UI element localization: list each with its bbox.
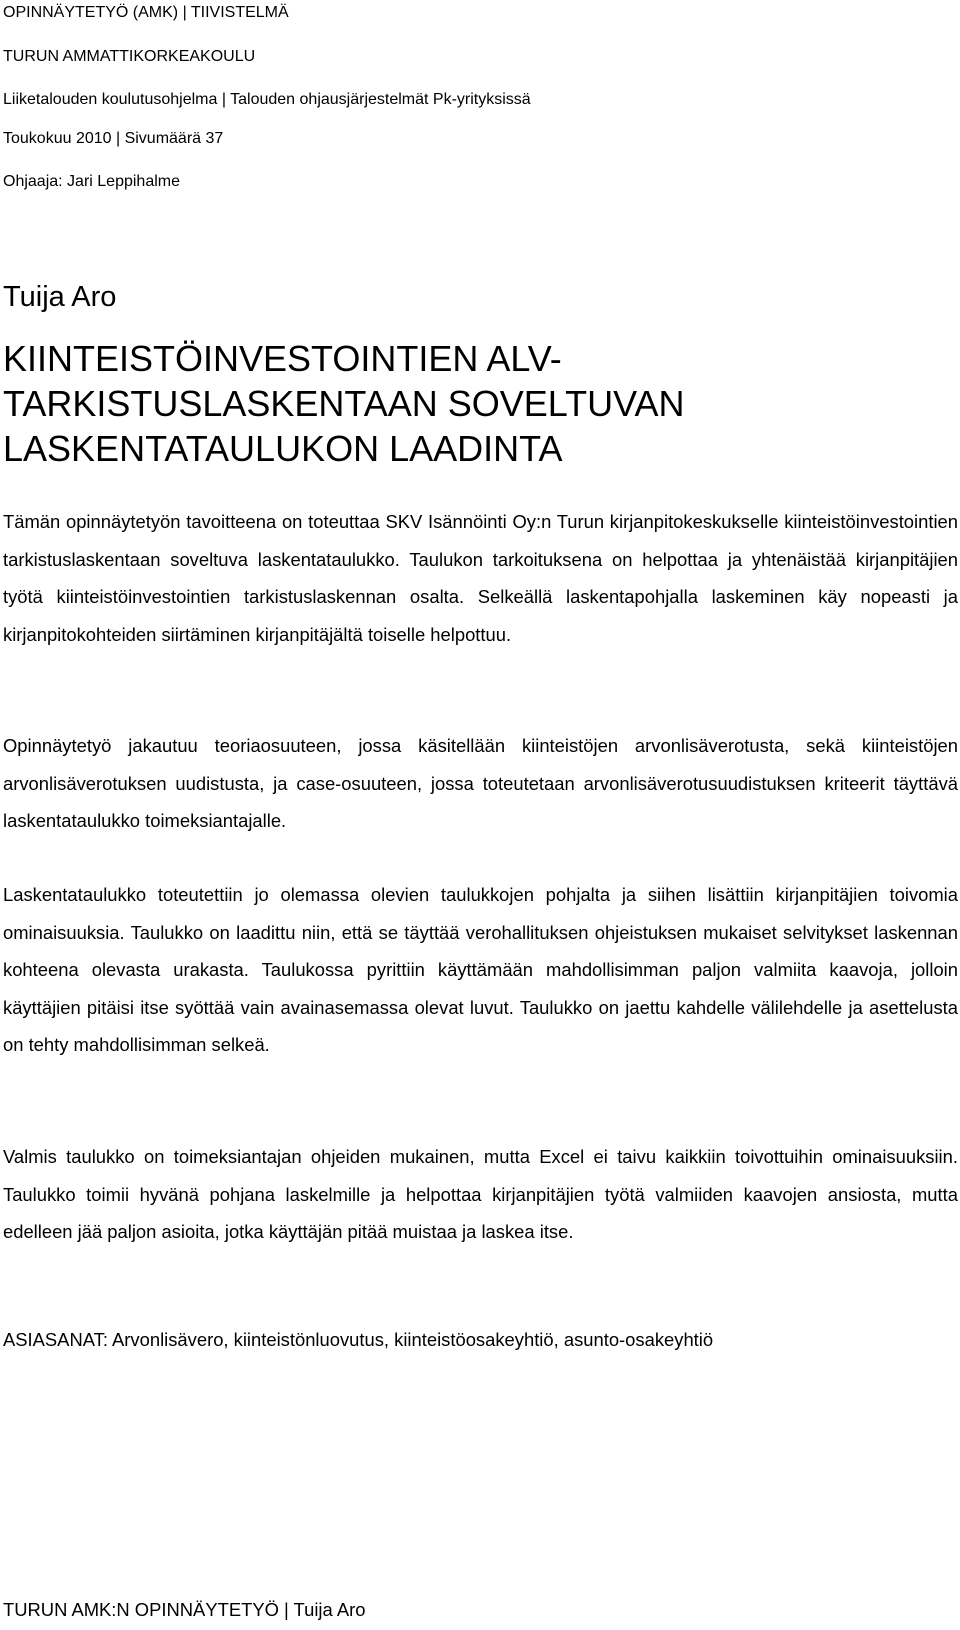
date-pages-line: Toukokuu 2010 | Sivumäärä 37	[3, 130, 224, 147]
abstract-paragraph-4: Valmis taulukko on toimeksiantajan ohjeiden mukainen, mutta Excel ei taivu kaikkiin toivottuihin ominaisuuksiin. Taulukko toimii hyvänä pohjana laskelmille ja helpottaa kirjanpitäjien työtä valmiiden kaavojen ansiosta, mutta edelleen jää paljon asioita, jotka käyttäjän pitää muistaa ja laskea itse.	[3, 1146, 958, 1242]
author-name: Tuija Aro	[3, 281, 117, 313]
keywords-line: ASIASANAT: Arvonlisävero, kiinteistönluovutus, kiinteistöosakeyhtiö, asunto-osakeyhtiö	[3, 1329, 714, 1350]
supervisor-line: Ohjaaja: Jari Leppihalme	[3, 173, 180, 190]
abstract-paragraph-2: Opinnäytetyö jakautuu teoriaosuuteen, jossa käsitellään kiinteistöjen arvonlisäverotusta, sekä kiinteistöjen arvonlisäverotuksen uudistusta, ja case-osuuteen, jossa toteutetaan arvonlisäverotusuudistuksen kriteerit täyttävä laskentataulukko toimeksiantajalle.	[3, 735, 958, 831]
title-line-3: LASKENTATAULUKON LAADINTA	[3, 428, 563, 469]
page-footer: TURUN AMK:N OPINNÄYTETYÖ | Tuija Aro	[3, 1599, 366, 1620]
institution-line: TURUN AMMATTIKORKEAKOULU	[3, 48, 256, 65]
thesis-title	[3, 336, 943, 471]
document-type-line: OPINNÄYTETYÖ (AMK) | TIIVISTELMÄ	[3, 4, 289, 21]
title-line-1: KIINTEISTÖINVESTOINTIEN ALV-	[3, 338, 562, 379]
program-line: Liiketalouden koulutusohjelma | Talouden ohjausjärjestelmät Pk-yrityksissä	[3, 91, 531, 108]
abstract-paragraph-3: Laskentataulukko toteutettiin jo olemassa olevien taulukkojen pohjalta ja siihen lisättiin kirjanpitäjien toivomia ominaisuuksia. Taulukko on laadittu niin, että se täyttää verohallituksen ohjeistuksen mukaiset selvitykset laskennan kohteena olevasta urakasta. Taulukossa pyrittiin käyttämään mahdollisimman paljon valmiita kaavoja, jolloin käyttäjien pitäisi itse syöttää vain avainasemassa olevat luvut. Taulukko on jaettu kahdelle välilehdelle ja asettelusta on tehty mahdollisimman selkeä.	[3, 884, 958, 1055]
title-line-2: TARKISTUSLASKENTAAN SOVELTUVAN	[3, 383, 685, 424]
abstract-paragraph-1: Tämän opinnäytetyön tavoitteena on toteuttaa SKV Isännöinti Oy:n Turun kirjanpitokeskukselle kiinteistöinvestointien tarkistuslaskentaan soveltuva laskentataulukko. Taulukon tarkoituksena on helpottaa ja yhtenäistää kirjanpitäjien työtä kiinteistöinvestointien tarkistuslaskennan osalta. Selkeällä laskentapohjalla laskeminen käy nopeasti ja kirjanpitokohteiden siirtäminen kirjanpitäjältä toiselle helpottuu.	[3, 511, 958, 645]
